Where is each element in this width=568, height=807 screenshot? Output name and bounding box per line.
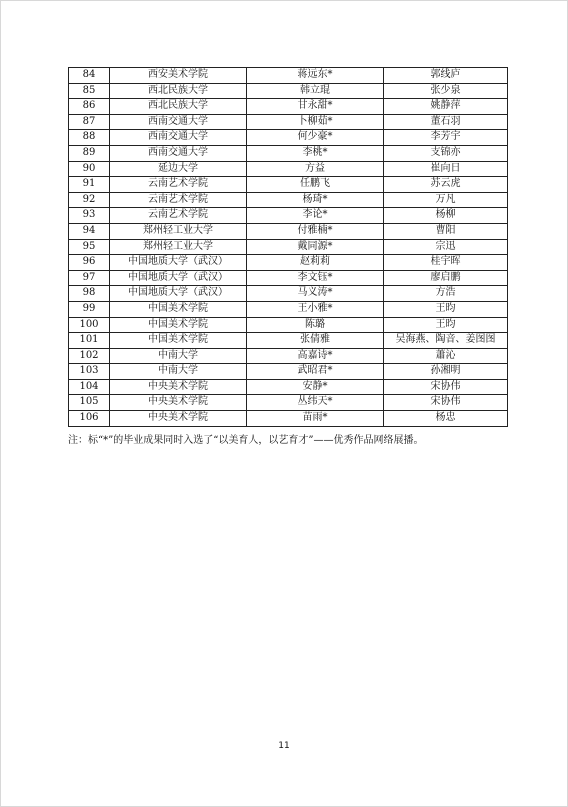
school-cell: 西北民族大学	[110, 99, 247, 115]
row-number: 89	[69, 145, 110, 161]
advisor-cell: 杨忠	[384, 411, 508, 427]
row-number: 104	[69, 379, 110, 395]
advisor-cell: 王昀	[384, 317, 508, 333]
advisor-cell: 张少泉	[384, 83, 508, 99]
row-number: 102	[69, 348, 110, 364]
row-number: 95	[69, 239, 110, 255]
table-row	[69, 223, 508, 239]
advisor-cell: 万凡	[384, 192, 508, 208]
advisor-cell: 姚静萍	[384, 99, 508, 115]
student-cell: 付雅楠*	[247, 223, 384, 239]
school-cell: 中国美术学院	[110, 317, 247, 333]
student-cell: 何少豪*	[247, 130, 384, 146]
school-cell: 中国美术学院	[110, 301, 247, 317]
school-cell: 中国地质大学（武汉）	[110, 255, 247, 271]
school-cell: 西安美术学院	[110, 68, 247, 84]
advisor-cell: 孙湘明	[384, 364, 508, 380]
table-body	[69, 68, 508, 427]
table-row	[69, 130, 508, 146]
advisor-cell: 支锦亦	[384, 145, 508, 161]
row-number: 105	[69, 395, 110, 411]
student-cell: 韩立琨	[247, 83, 384, 99]
advisor-cell: 杨柳	[384, 208, 508, 224]
row-number: 86	[69, 99, 110, 115]
student-cell: 丛纬天*	[247, 395, 384, 411]
school-cell: 西北民族大学	[110, 83, 247, 99]
school-cell: 中南大学	[110, 348, 247, 364]
school-cell: 西南交通大学	[110, 114, 247, 130]
advisor-cell: 曹阳	[384, 223, 508, 239]
school-cell: 郑州轻工业大学	[110, 239, 247, 255]
school-cell: 中央美术学院	[110, 379, 247, 395]
row-number: 88	[69, 130, 110, 146]
table-row	[69, 255, 508, 271]
table-row	[69, 395, 508, 411]
advisor-cell: 董石羽	[384, 114, 508, 130]
school-cell: 郑州轻工业大学	[110, 223, 247, 239]
student-cell: 甘永甜*	[247, 99, 384, 115]
advisor-cell: 宋协伟	[384, 395, 508, 411]
school-cell: 中南大学	[110, 364, 247, 380]
school-cell: 云南艺术学院	[110, 208, 247, 224]
school-cell: 云南艺术学院	[110, 192, 247, 208]
table-row	[69, 68, 508, 84]
school-cell: 西南交通大学	[110, 130, 247, 146]
advisor-cell: 方浩	[384, 286, 508, 302]
school-cell: 中央美术学院	[110, 395, 247, 411]
student-cell: 马义涛*	[247, 286, 384, 302]
table-row	[69, 145, 508, 161]
table-row	[69, 239, 508, 255]
table-row	[69, 83, 508, 99]
student-cell: 方益	[247, 161, 384, 177]
row-number: 92	[69, 192, 110, 208]
school-cell: 延边大学	[110, 161, 247, 177]
advisor-cell: 王昀	[384, 301, 508, 317]
table-row	[69, 286, 508, 302]
student-cell: 赵莉莉	[247, 255, 384, 271]
table-row	[69, 379, 508, 395]
student-cell: 安静*	[247, 379, 384, 395]
row-number: 91	[69, 177, 110, 193]
table-row	[69, 364, 508, 380]
school-cell: 云南艺术学院	[110, 177, 247, 193]
student-cell: 蒋远东*	[247, 68, 384, 84]
row-number: 93	[69, 208, 110, 224]
advisor-cell: 苏云虎	[384, 177, 508, 193]
row-number: 90	[69, 161, 110, 177]
table-row	[69, 177, 508, 193]
advisor-cell: 桂宇晖	[384, 255, 508, 271]
advisor-cell: 宗迅	[384, 239, 508, 255]
student-cell: 张倩雅	[247, 333, 384, 349]
graduates-table	[68, 67, 508, 427]
row-number: 100	[69, 317, 110, 333]
table-row	[69, 208, 508, 224]
student-cell: 武昭君*	[247, 364, 384, 380]
row-number: 94	[69, 223, 110, 239]
row-number: 98	[69, 286, 110, 302]
student-cell: 陈璐	[247, 317, 384, 333]
row-number: 101	[69, 333, 110, 349]
row-number: 87	[69, 114, 110, 130]
student-cell: 李论*	[247, 208, 384, 224]
table-row	[69, 348, 508, 364]
row-number: 97	[69, 270, 110, 286]
student-cell: 苗雨*	[247, 411, 384, 427]
row-number: 103	[69, 364, 110, 380]
table-row	[69, 114, 508, 130]
table-row	[69, 192, 508, 208]
student-cell: 李文钰*	[247, 270, 384, 286]
student-cell: 戴同源*	[247, 239, 384, 255]
page-number: 11	[278, 741, 290, 751]
table-row	[69, 301, 508, 317]
student-cell: 王小雅*	[247, 301, 384, 317]
student-cell: 李桃*	[247, 145, 384, 161]
advisor-cell: 吴海燕、陶音、姜图图	[384, 333, 508, 349]
advisor-cell: 宋协伟	[384, 379, 508, 395]
student-cell: 高嘉诗*	[247, 348, 384, 364]
table-row	[69, 317, 508, 333]
row-number: 84	[69, 68, 110, 84]
table-row	[69, 99, 508, 115]
advisor-cell: 崔向日	[384, 161, 508, 177]
table-row	[69, 161, 508, 177]
advisor-cell: 廖启鹏	[384, 270, 508, 286]
student-cell: 任鹏飞	[247, 177, 384, 193]
footnote: 注：标“*”的毕业成果同时入选了“以美育人，以艺育才”——优秀作品网络展播。	[68, 435, 424, 446]
advisor-cell: 蕭沁	[384, 348, 508, 364]
school-cell: 中国地质大学（武汉）	[110, 286, 247, 302]
student-cell: 杨琦*	[247, 192, 384, 208]
school-cell: 西南交通大学	[110, 145, 247, 161]
table-row	[69, 270, 508, 286]
advisor-cell: 李芳宇	[384, 130, 508, 146]
row-number: 106	[69, 411, 110, 427]
row-number: 99	[69, 301, 110, 317]
row-number: 85	[69, 83, 110, 99]
table-row	[69, 333, 508, 349]
row-number: 96	[69, 255, 110, 271]
school-cell: 中国地质大学（武汉）	[110, 270, 247, 286]
table-row	[69, 411, 508, 427]
school-cell: 中国美术学院	[110, 333, 247, 349]
school-cell: 中央美术学院	[110, 411, 247, 427]
student-cell: 卜柳茹*	[247, 114, 384, 130]
advisor-cell: 郭线庐	[384, 68, 508, 84]
